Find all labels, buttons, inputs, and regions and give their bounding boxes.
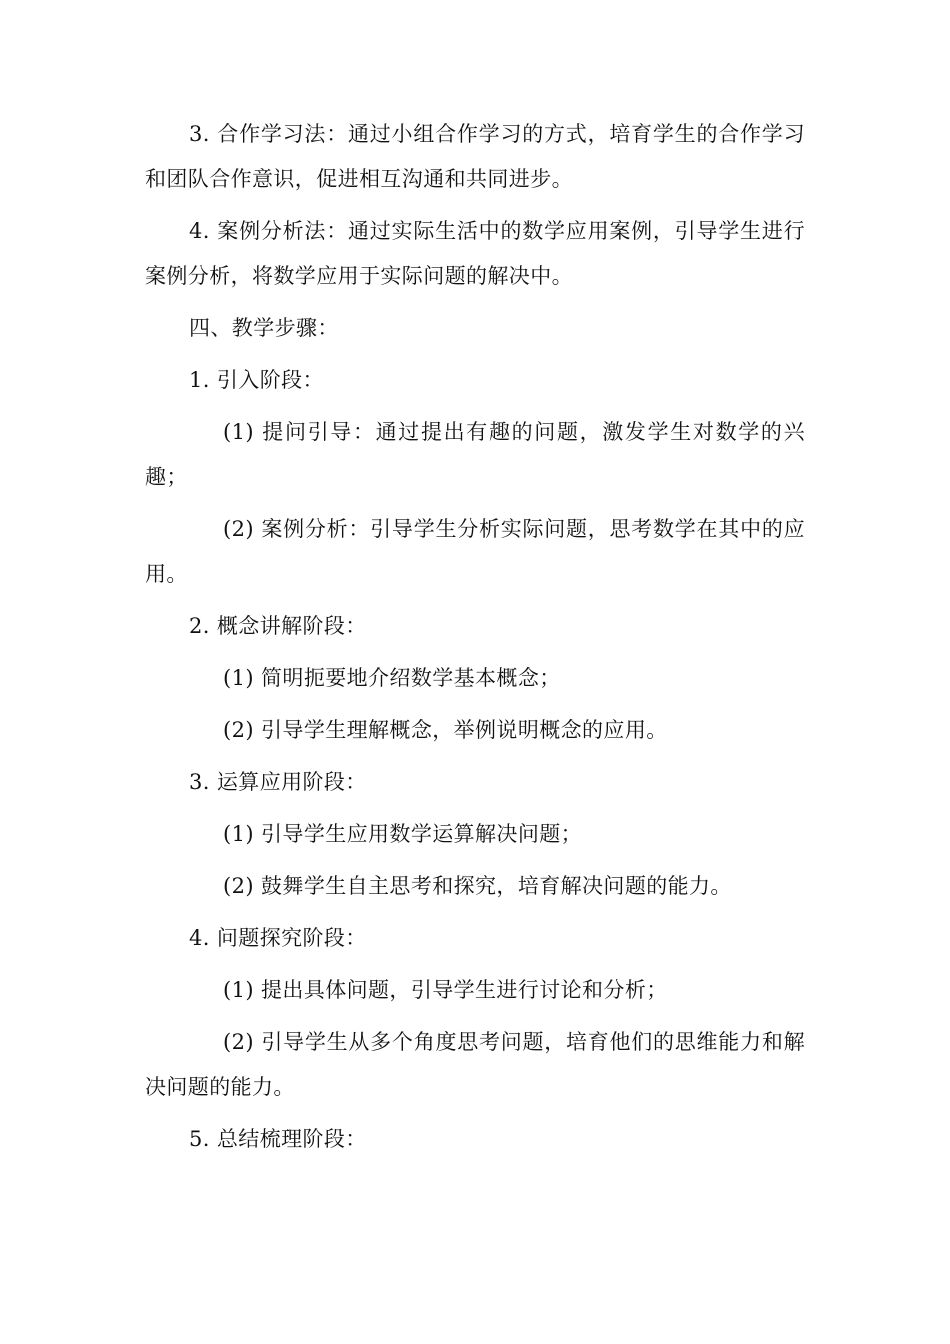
list-item: (1) 提出具体问题，引导学生进行讨论和分析； — [223, 978, 668, 1002]
list-item: (1) 简明扼要地介绍数学基本概念； — [223, 666, 561, 690]
list-item: (2) 引导学生理解概念，举例说明概念的应用。 — [223, 718, 668, 742]
list-item: (1) 引导学生应用数学运算解决问题； — [223, 822, 583, 846]
list-item: (2) 案例分析：引导学生分析实际问题，思考数学在其中的应用。 — [145, 517, 805, 586]
paragraph-cooperative-learning: 3. 合作学习法：通过小组合作学习的方式，培育学生的合作学习和团队合作意识，促进相互沟通和共同进步。 — [145, 122, 805, 191]
list-item: (2) 鼓舞学生自主思考和探究，培育解决问题的能力。 — [223, 874, 732, 898]
step-heading-operation-application: 3. 运算应用阶段： — [189, 770, 367, 794]
document-body — [145, 112, 805, 1169]
list-item: (2) 引导学生从多个角度思考问题，培育他们的思维能力和解决问题的能力。 — [145, 1030, 805, 1099]
section-heading-teaching-steps: 四、教学步骤： — [189, 316, 339, 340]
step-heading-concept-explanation: 2. 概念讲解阶段： — [189, 614, 367, 638]
step-heading-introduction: 1. 引入阶段： — [189, 368, 324, 392]
step-heading-problem-exploration: 4. 问题探究阶段： — [189, 926, 367, 950]
list-item: (1) 提问引导：通过提出有趣的问题，激发学生对数学的兴趣； — [145, 420, 805, 489]
step-heading-summary: 5. 总结梳理阶段： — [189, 1127, 367, 1151]
paragraph-case-analysis-method: 4. 案例分析法：通过实际生活中的数学应用案例，引导学生进行案例分析，将数学应用于实际问题的解决中。 — [145, 219, 805, 288]
